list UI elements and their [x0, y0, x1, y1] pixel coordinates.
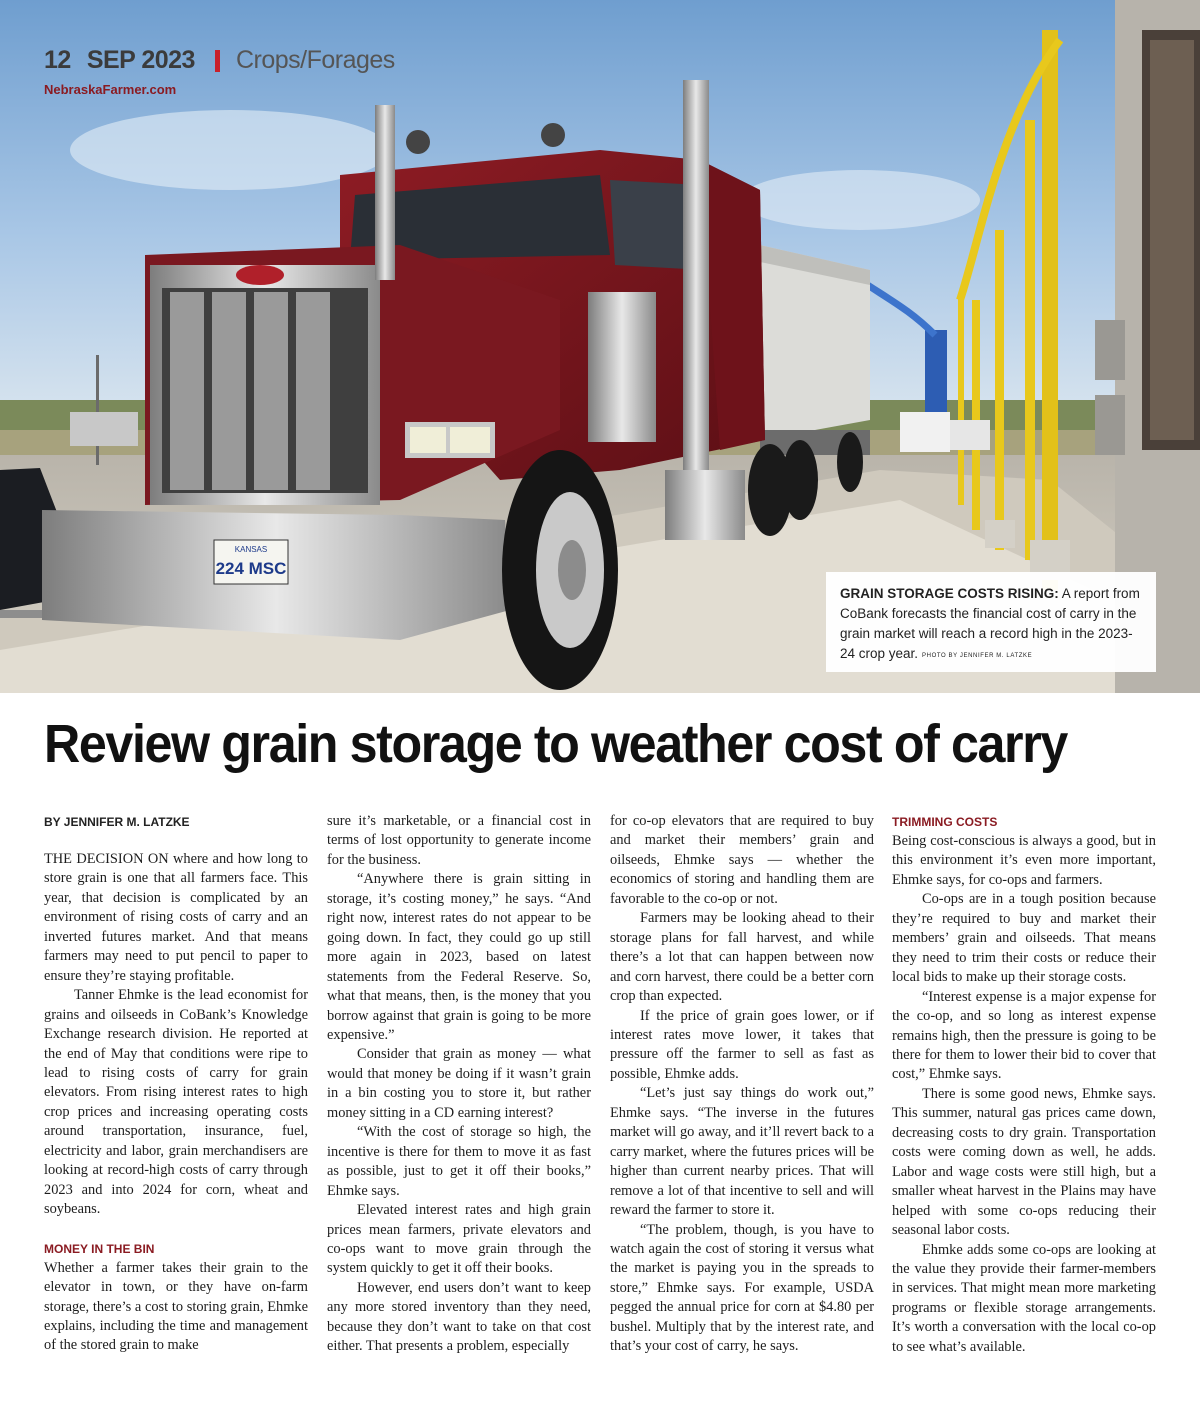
paragraph-8: However, end users don’t want to keep any more stored inventory than they need, because they don’t want to take on that cost either. That presents a problem, especially	[327, 1279, 591, 1355]
photo-credit: PHOTO BY JENNIFER M. LATZKE	[922, 653, 1033, 659]
paragraph-5: Consider that grain as money — what would that money be doing if it wasn’t grain in a bin costing you to store it, but rather money sitting in a CD earning interest?	[327, 1046, 591, 1121]
hero-photo	[0, 0, 1200, 693]
page-folio	[44, 46, 395, 75]
caption-head: GRAIN STORAGE COSTS RISING:	[840, 586, 1059, 601]
paragraph-17: Ehmke adds some co-ops are looking at the value they provide their farmer-members in services. That might mean more marketing programs or flexible storage arrangements. It’s worth a conversation with the local co-op to see what’s available.	[892, 1241, 1156, 1355]
issue-date: SEP 2023	[86, 46, 195, 74]
folio-divider	[215, 50, 220, 72]
paragraph-9: Farmers may be looking ahead to their storage plans for fall harvest, and while there’s a lot that can happen between now and corn harvest, there could be a better corn crop than expected.	[610, 910, 874, 1005]
lead-in: THE DECISION ON	[44, 851, 169, 867]
column-1	[44, 812, 308, 1356]
paragraph-6: “With the cost of storage so high, the incentive is there for them to move it as fast as possible, just to get it off their books,” Ehmke says.	[327, 1124, 591, 1199]
paragraph-11: “Let’s just say things do work out,” Ehmke says. “The inverse in the futures market will go away, and it’ll revert back to a carry market, where the futures prices will be higher than current nearby prices. That will remove a lot of that incentive to sell and will reward the farmer to store it.	[610, 1085, 874, 1219]
paragraph-8-continued: for co-op elevators that are required to buy and market their members’ grain and oilseeds, Ehmke says — whether the economics of storing and handling them are favorable to the co-op or not.	[610, 813, 874, 907]
column-2	[327, 812, 591, 1357]
column-4	[892, 812, 1156, 1357]
paragraph-7: Elevated interest rates and high grain prices mean farmers, private elevators and co-ops want to move grain through the system quickly to get it off their books.	[327, 1202, 591, 1277]
paragraph-3-continued: sure it’s marketable, or a financial cost in terms of lost opportunity to generate income for the business.	[327, 813, 591, 868]
paragraph-4: “Anywhere there is grain sitting in storage, it’s costing money,” he says. “And right now, interest rates do not appear to be going down. In fact, they could go up still more again in 2023, based on latest statements from the Federal Reserve. So, what that means, then, is the money that you borrow against that grain is going to be more expensive.”	[327, 871, 591, 1043]
column-3	[610, 812, 874, 1357]
paragraph-13: Being cost-conscious is always a good, but in this environment it’s even more important, Ehmke says, for co-ops and farmers.	[892, 833, 1156, 888]
paragraph-14: Co-ops are in a tough position because they’re required to buy and market their members’ grain and oilseeds. That means they need to trim their costs or reduce their local bids to make up their storage costs.	[892, 891, 1156, 986]
subhead-money-in-the-bin: MONEY IN THE BIN	[44, 1241, 155, 1256]
paragraph-12: “The problem, though, is you have to watch again the cost of storing it versus what the market is paying you in the spreads to store,” Ehmke says. For example, USDA pegged the annual price for corn at $4.80 per bushel. Multiply that by the interest rate, and that’s your cost of carry, he says.	[610, 1221, 874, 1355]
paragraph-2: Tanner Ehmke is the lead economist for grains and oilseeds in CoBank’s Knowledge Exchange research division. He reported at the end of May that conditions were ripe to lead to rising costs of carry for grain elevators. From rising interest rates to high crop prices and increasing operating costs around transportation, insurance, fuel, electricity and labor, grain merchandisers are looking at record-high costs of carry through 2023 and into 2024 for corn, wheat and soybeans.	[44, 987, 308, 1218]
paragraph-10: If the price of grain goes lower, or if interest rates move lower, it takes that pressure off the farmer to sell as fast as possible, Ehmke adds.	[610, 1007, 874, 1082]
photo-caption	[826, 572, 1156, 672]
paragraph-1	[44, 850, 308, 986]
byline: BY JENNIFER M. LATZKE	[44, 815, 190, 829]
paragraph-15: “Interest expense is a major expense for the co-op, and so long as interest expense remains high, then the pressure is going to be there for them to lower their bid to cover that cost,” Ehmke says.	[892, 988, 1156, 1083]
license-plate-number: 224 MSC	[215, 559, 287, 578]
paragraph-1-text: where and how long to store grain is one that all farmers face. This year, that decision is complicated by an environment of rising costs of carry and an inverted futures market. And that means farmers may need to put pencil to paper to ensure they’re staying profitable.	[44, 851, 308, 984]
caption-body: A report from CoBank forecasts the financial cost of carry in the grain market will reach a record high in the 2023-24 crop year.	[840, 586, 1140, 661]
paragraph-16: There is some good news, Ehmke says. This summer, natural gas prices came down, decreasing costs to dry grain. Transportation costs were coming down as well, he adds. Labor and wage costs were still high, but a smaller wheat harvest in the Plains may have helped with some co-ops reducing their seasonal labor costs.	[892, 1085, 1156, 1239]
site-url: NebraskaFarmer.com	[44, 82, 177, 97]
paragraph-3: Whether a farmer takes their grain to the elevator in town, or they have on-farm storage, there’s a cost to storing grain, Ehmke explains, including the time and management of the stored grain to make	[44, 1259, 308, 1354]
subhead-trimming-costs: TRIMMING COSTS	[892, 815, 998, 829]
article-headline: Review grain storage to weather cost of carry	[44, 714, 1067, 774]
section-name: Crops/Forages	[235, 46, 395, 74]
page-number: 12	[44, 46, 71, 74]
license-plate-state: KANSAS	[234, 545, 268, 554]
